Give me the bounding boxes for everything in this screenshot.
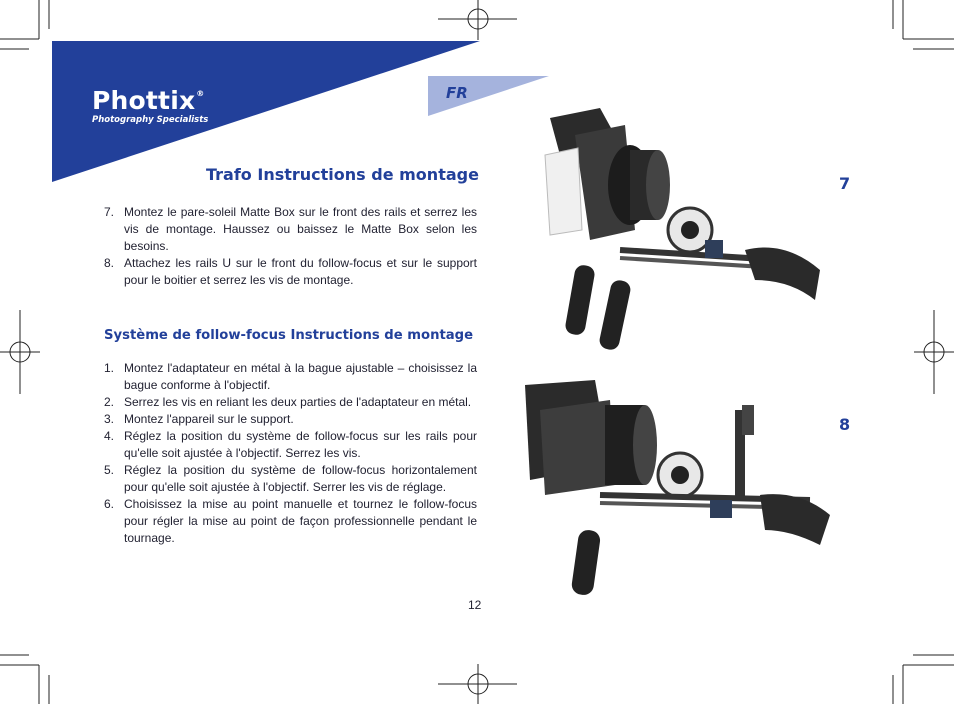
list-item: [104, 204, 477, 255]
camera-rig-photo-7: [530, 100, 820, 350]
step-text: Montez le pare-soleil Matte Box sur le front des rails et serrez les vis de montage. Haussez ou baissez le Matte Box selon les besoins.: [124, 205, 477, 253]
language-tab: FR: [446, 84, 468, 102]
step-text: Réglez la position du système de follow-focus sur les rails pour qu'elle soit ajustée à l'objectif. Serrez les vis.: [124, 429, 477, 460]
step-number: 8.: [104, 256, 115, 270]
list-item: [104, 411, 477, 428]
camera-rig-photo-8: [520, 355, 830, 600]
page-number: 12: [468, 598, 482, 612]
brand-logo: Phottix®: [92, 86, 205, 115]
step-text: Serrez les vis en reliant les deux parties de l'adaptateur en métal.: [124, 395, 472, 409]
brand-tagline: Photography Specialists: [92, 115, 209, 125]
figure-label-7: 7: [839, 174, 851, 193]
step-number: 7.: [104, 205, 115, 219]
list-item: [104, 496, 477, 547]
section-title-trafo: Trafo Instructions de montage: [206, 165, 479, 184]
section-title-follow-focus: Système de follow-focus Instructions de montage: [104, 328, 474, 343]
list-item: [104, 462, 477, 496]
step-number: 5.: [104, 463, 115, 477]
figure-label-8: 8: [839, 415, 851, 434]
list-item: [104, 394, 477, 411]
step-number: 3.: [104, 412, 115, 426]
list-item: [104, 428, 477, 462]
step-text: Choisissez la mise au point manuelle et tournez le follow-focus pour régler la mise au point de façon professionnelle pendant le tournage.: [124, 497, 477, 545]
trafo-steps: [104, 204, 477, 289]
step-number: 2.: [104, 395, 115, 409]
step-text: Montez l'appareil sur le support.: [124, 412, 294, 426]
follow-focus-steps: [104, 360, 477, 547]
step-number: 1.: [104, 361, 115, 375]
list-item: [104, 255, 477, 289]
step-number: 6.: [104, 497, 115, 511]
step-text: Attachez les rails U sur le front du follow-focus et sur le support pour le boitier et serrez les vis de montage.: [124, 256, 477, 287]
step-text: Montez l'adaptateur en métal à la bague ajustable – choisissez la bague conforme à l'objectif.: [124, 361, 477, 392]
step-text: Réglez la position du système de follow-focus horizontalement pour qu'elle soit ajustée à l'objectif. Serrer les vis de réglage.: [124, 463, 477, 494]
step-number: 4.: [104, 429, 115, 443]
list-item: [104, 360, 477, 394]
